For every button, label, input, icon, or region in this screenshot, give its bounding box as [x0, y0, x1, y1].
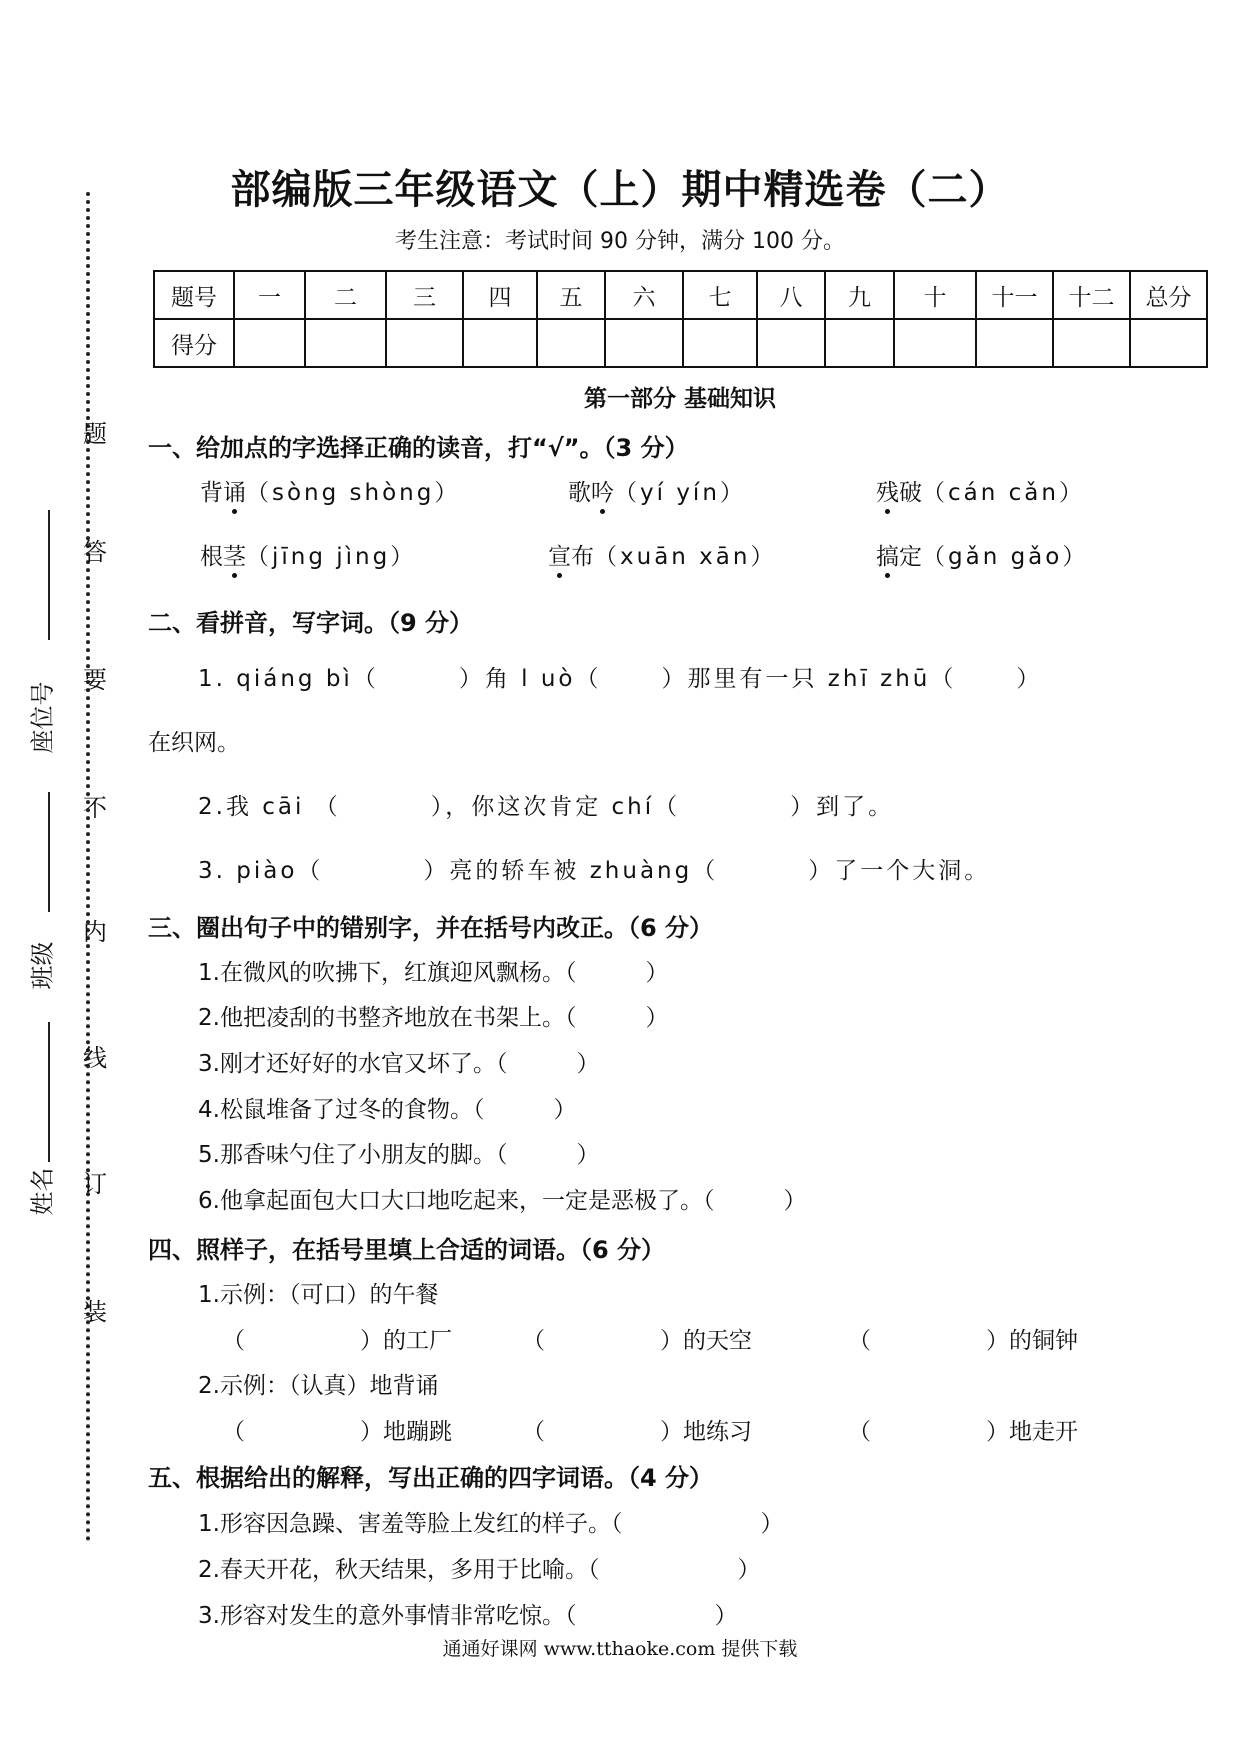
score-cell[interactable]	[605, 319, 683, 367]
fill-item[interactable]: （ ）地练习	[522, 1419, 752, 1445]
seal-char: 不	[83, 794, 107, 822]
table-header-cell: 题号	[154, 271, 234, 319]
score-cell[interactable]	[894, 319, 976, 367]
pinyin-write-line-3	[198, 852, 990, 885]
table-header-cell: 四	[463, 271, 537, 319]
item-char: 布	[571, 544, 594, 570]
line-text: ）了一个大洞。	[808, 858, 991, 884]
item-char: 根	[200, 544, 223, 570]
score-cell[interactable]	[683, 319, 757, 367]
line-text: ），你这次肯定 chí（	[430, 794, 681, 820]
pinyin-options: （sòng shòng）	[246, 480, 461, 506]
section-5-heading: 五、根据给出的解释，写出正确的四字词语。（4 分）	[148, 1464, 714, 1492]
question-item[interactable]: 1.在微风的吹拂下，红旗迎风飘杨。（ ）	[198, 960, 669, 986]
seal-char: 题	[83, 420, 107, 448]
line-text: ）亮的轿车被 zhuàng（	[423, 858, 719, 884]
table-row-label: 得分	[154, 319, 234, 367]
fill-item[interactable]: （ ）地走开	[848, 1419, 1078, 1445]
table-header-cell: 八	[757, 271, 825, 319]
pinyin-write-line-1-cont: 在织网。	[148, 730, 240, 756]
seal-char: 内	[83, 918, 107, 946]
class-line	[48, 792, 50, 912]
question-item[interactable]: 5.那香味勺住了小朋友的脚。（ ）	[198, 1142, 600, 1168]
score-cell[interactable]	[825, 319, 894, 367]
seat-number-label: 座位号	[28, 681, 57, 754]
question-item[interactable]: 2.春天开花，秋天结果，多用于比喻。（ ）	[198, 1557, 761, 1583]
name-label: 姓名	[28, 1167, 57, 1216]
dotted-char: 搞	[876, 544, 899, 570]
footer-credit: 通通好课网 www.tthaoke.com 提供下载	[442, 1638, 798, 1660]
score-cell[interactable]	[463, 319, 537, 367]
score-cell[interactable]	[1130, 319, 1207, 367]
score-table	[153, 270, 1208, 368]
section-1-heading: 一、给加点的字选择正确的读音，打“√”。（3 分）	[148, 434, 689, 462]
item-char: 定	[899, 544, 922, 570]
table-header-cell: 十	[894, 271, 976, 319]
seal-char: 装	[83, 1298, 107, 1326]
line-text: 1. qiáng bì（	[198, 666, 379, 692]
seat-number-line	[48, 510, 50, 640]
fill-item[interactable]: （ ）的铜钟	[848, 1328, 1078, 1354]
dotted-char: 诵	[223, 480, 246, 506]
exam-notice: 考生注意：考试时间 90 分钟，满分 100 分。	[395, 229, 845, 254]
score-cell[interactable]	[537, 319, 605, 367]
item-char: 破	[899, 480, 922, 506]
score-cell[interactable]	[234, 319, 305, 367]
name-line	[48, 1022, 50, 1162]
score-cell[interactable]	[305, 319, 386, 367]
seal-char: 要	[83, 666, 107, 694]
seal-char: 订	[83, 1170, 107, 1198]
question-item[interactable]: 4.松鼠堆备了过冬的食物。（ ）	[198, 1097, 577, 1123]
line-text: ）	[1016, 666, 1043, 692]
section-2-heading: 二、看拼音，写字词。（9 分）	[148, 609, 474, 637]
line-text: ）到了。	[790, 794, 895, 820]
section-3-heading: 三、圈出句子中的错别字，并在括号内改正。（6 分）	[148, 914, 714, 942]
pinyin-options: （cán cǎn）	[922, 480, 1085, 506]
table-header-cell: 十二	[1053, 271, 1130, 319]
pinyin-write-line-2	[198, 788, 894, 821]
score-cell[interactable]	[757, 319, 825, 367]
line-text: 3. piào（	[198, 858, 324, 884]
line-text: ）那里有一只 zhī zhū（	[661, 666, 957, 692]
pinyin-options: （gǎn gǎo）	[922, 544, 1089, 570]
example-line: 1.示例：（可口）的午餐	[198, 1282, 439, 1308]
pinyin-choice-item[interactable]	[548, 538, 776, 571]
pinyin-options: （xuān xān）	[594, 544, 777, 570]
question-item[interactable]: 3.形容对发生的意外事情非常吃惊。（ ）	[198, 1603, 738, 1629]
line-text: 2.我 cāi （	[198, 794, 341, 820]
pinyin-options: （yí yín）	[614, 480, 746, 506]
line-text: ）角 l uò（	[458, 666, 602, 692]
dotted-char: 宣	[548, 544, 571, 570]
seal-char: 线	[83, 1044, 107, 1072]
seal-char: 答	[83, 538, 107, 566]
fill-item[interactable]: （ ）的天空	[522, 1328, 752, 1354]
section-4-heading: 四、照样子，在括号里填上合适的词语。（6 分）	[148, 1236, 666, 1264]
table-header-cell: 十一	[976, 271, 1053, 319]
table-header-cell: 五	[537, 271, 605, 319]
table-header-cell: 一	[234, 271, 305, 319]
item-char: 背	[200, 480, 223, 506]
pinyin-choice-item[interactable]	[200, 538, 416, 571]
question-item[interactable]: 6.他拿起面包大口大口地吃起来，一定是恶极了。（ ）	[198, 1188, 807, 1214]
page-title: 部编版三年级语文（上）期中精选卷（二）	[230, 166, 1010, 213]
question-item[interactable]: 3.刚才还好好的水官又坏了。（ ）	[198, 1051, 600, 1077]
example-line: 2.示例：（认真）地背诵	[198, 1373, 439, 1399]
table-header-cell: 三	[386, 271, 463, 319]
fill-item[interactable]: （ ）地蹦跳	[222, 1419, 452, 1445]
table-header-cell: 二	[305, 271, 386, 319]
dotted-char: 茎	[223, 544, 246, 570]
item-char: 歌	[568, 480, 591, 506]
score-cell[interactable]	[976, 319, 1053, 367]
score-cell[interactable]	[386, 319, 463, 367]
class-label: 班级	[28, 941, 57, 990]
dotted-char: 吟	[591, 480, 614, 506]
table-header-cell: 总分	[1130, 271, 1207, 319]
table-header-cell: 七	[683, 271, 757, 319]
pinyin-options: （jīng jìng）	[246, 544, 417, 570]
pinyin-write-line-1	[198, 660, 1042, 693]
pinyin-choice-item[interactable]	[200, 474, 460, 507]
pinyin-choice-item[interactable]	[876, 538, 1088, 571]
question-item[interactable]: 1.形容因急躁、害羞等脸上发红的样子。（ ）	[198, 1511, 784, 1537]
table-header-cell: 六	[605, 271, 683, 319]
pinyin-choice-item[interactable]	[568, 474, 746, 507]
fill-item[interactable]: （ ）的工厂	[222, 1328, 452, 1354]
dotted-char: 残	[876, 480, 899, 506]
score-cell[interactable]	[1053, 319, 1130, 367]
question-item[interactable]: 2.他把凌刮的书整齐地放在书架上。（ ）	[198, 1005, 669, 1031]
table-header-cell: 九	[825, 271, 894, 319]
pinyin-choice-item[interactable]	[876, 474, 1085, 507]
part-title: 第一部分 基础知识	[583, 386, 776, 412]
